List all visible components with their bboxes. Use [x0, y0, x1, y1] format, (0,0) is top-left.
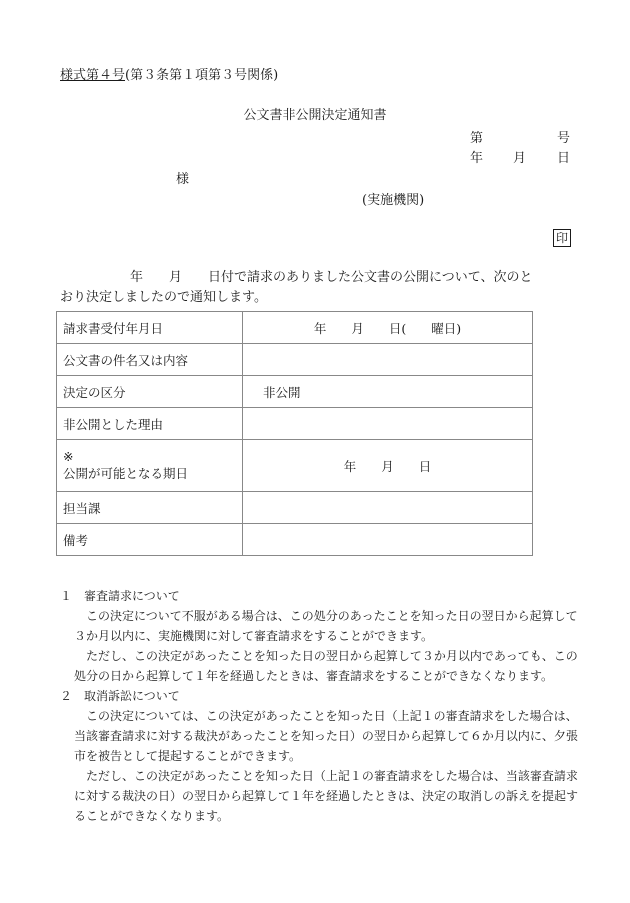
number-suffix: 号	[557, 131, 571, 146]
date-year-label: 年	[470, 151, 484, 166]
section-1-paragraph-1: この決定について不服がある場合は、この処分のあったことを知った日の翌日から起算して３か月以内に、実施機関に対して審査請求をすることができます。	[74, 609, 578, 643]
date-day-label: 日	[557, 151, 571, 166]
row-label: 公開が可能となる期日	[63, 466, 189, 481]
intro-line-1: 年 月 日付で請求のありました公文書の公開について、次のと	[130, 270, 533, 285]
table-row	[57, 344, 533, 376]
section-1-paragraph-2: ただし、この決定があったことを知った日の翌日から起算して３か月以内であっても、この処分の日から起算して１年を経過したときは、審査請求をすることができなくなります。	[74, 649, 578, 683]
table-row	[57, 492, 533, 524]
row-label-block	[57, 440, 243, 492]
row-label: 備考	[57, 524, 243, 556]
table-row	[57, 408, 533, 440]
row-value	[243, 344, 533, 376]
section-2-heading: ２ 取消訴訟について	[60, 689, 180, 703]
notes-section	[60, 586, 580, 826]
form-number: 様式第４号	[60, 68, 126, 83]
form-number-label	[60, 64, 278, 83]
decision-table	[56, 311, 533, 556]
section-2-paragraph-2: ただし、この決定があったことを知った日（上記１の審査請求をした場合は、当該審査請求に対する裁決の日）の翌日から起算して１年を経過したときは、決定の取消しの訴えを提起することができなくなります。	[74, 769, 579, 823]
number-prefix: 第	[470, 131, 484, 146]
table-row	[57, 376, 533, 408]
row-label: 非公開とした理由	[57, 408, 243, 440]
table-row	[57, 524, 533, 556]
row-value	[243, 492, 533, 524]
row-label-mark: ※	[63, 449, 74, 464]
intro-text	[60, 268, 532, 308]
date-month-label: 月	[513, 151, 527, 166]
row-label: 公文書の件名又は内容	[57, 344, 243, 376]
addressee-suffix: 様	[176, 172, 190, 187]
seal-mark: 印	[553, 229, 571, 247]
intro-line-2: おり決定しましたので通知します。	[60, 290, 267, 305]
section-1-heading: １ 審査請求について	[60, 589, 180, 603]
table-row	[57, 440, 533, 492]
document-title: 公文書非公開決定通知書	[243, 108, 387, 123]
row-label: 決定の区分	[57, 376, 243, 408]
row-value	[243, 524, 533, 556]
row-label: 請求書受付年月日	[57, 312, 243, 344]
row-value: 非公開	[243, 376, 533, 408]
table-row	[57, 312, 533, 344]
implementing-agency: (実施機関)	[362, 193, 425, 208]
row-value: 年 月 日	[243, 440, 533, 492]
section-2-paragraph-1: この決定については、この決定があったことを知った日（上記１の審査請求をした場合は、当該審査請求に対する裁決があったことを知った日）の翌日から起算して６か月以内に、夕張市を被告として提起することができます。	[74, 709, 578, 763]
form-reference: (第３条第１項第３号関係)	[125, 68, 279, 83]
row-value: 年 月 日( 曜日)	[243, 312, 533, 344]
row-label: 担当課	[57, 492, 243, 524]
row-value	[243, 408, 533, 440]
